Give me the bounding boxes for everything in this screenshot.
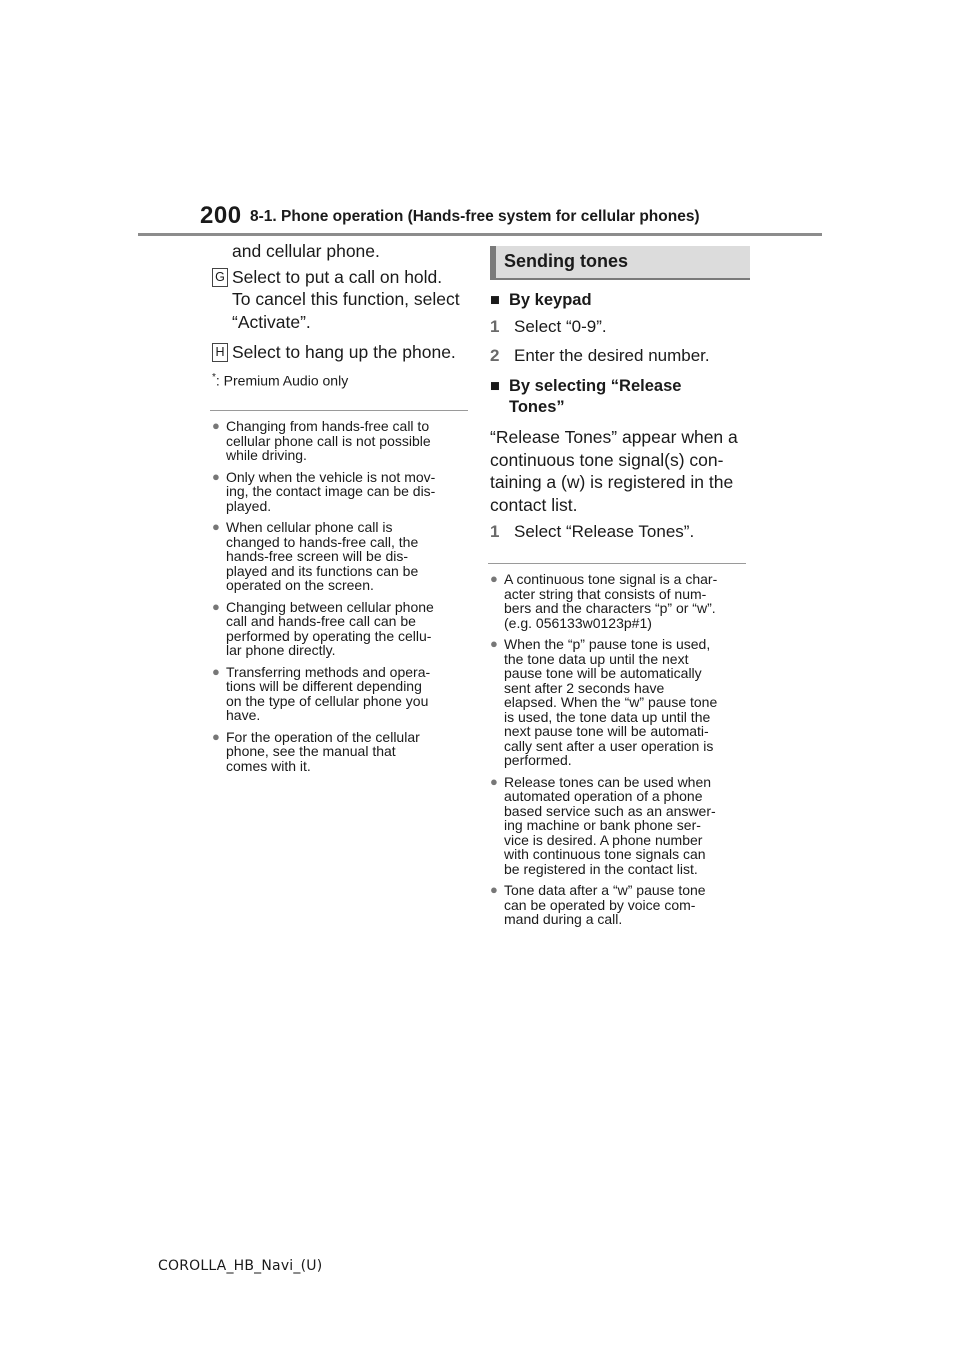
right-column <box>490 246 752 934</box>
note-line: next pause tone will be automati- <box>504 723 709 739</box>
callout-item-h <box>212 341 474 364</box>
note-line: comes with it. <box>226 757 311 774</box>
note-line: the tone data up until the next <box>504 650 689 667</box>
note-line: lar phone directly. <box>226 642 336 659</box>
note-line: played and its functions can be <box>226 562 419 579</box>
footnote <box>212 372 474 389</box>
notes-divider <box>488 563 746 564</box>
step-number: 1 <box>490 522 500 541</box>
callout-line: To cancel this function, select <box>232 289 460 309</box>
note-line: have. <box>226 707 261 724</box>
note-line: call and hands-free call can be <box>226 613 416 630</box>
sending-tones-heading: Sending tones <box>490 246 750 280</box>
callout-item-g <box>212 266 474 334</box>
note-line: changed to hands-free call, the <box>226 533 419 550</box>
callout-badge-g: G <box>212 268 228 287</box>
note-line: When the “p” pause tone is used, <box>504 636 711 652</box>
sub-heading-text: Tones” <box>509 398 565 416</box>
note-line: elapsed. When the “w” pause tone <box>504 694 718 710</box>
note-line: played. <box>226 497 272 514</box>
note-line: phone, see the manual that <box>226 743 396 760</box>
note-line: while driving. <box>226 447 307 464</box>
continuation-text: and cellular phone. <box>232 241 380 261</box>
callout-badge-h: H <box>212 343 228 362</box>
note-line: Tone data after a “w” pause tone <box>504 882 706 898</box>
note-item <box>212 419 474 463</box>
bullet-icon: ● <box>212 418 220 434</box>
sub-heading-text: By selecting “Release <box>509 377 682 395</box>
note-line: cally sent after a user operation is <box>504 737 714 754</box>
note-item <box>212 470 474 514</box>
para-line: “Release Tones” appear when a <box>490 427 738 447</box>
note-line: pause tone will be automatically <box>504 665 702 681</box>
bullet-icon: ● <box>212 663 220 679</box>
note-item <box>212 520 474 593</box>
note-line: ing, the contact image can be dis- <box>226 483 436 500</box>
bullet-icon: ● <box>212 468 220 484</box>
bullet-icon: ● <box>212 728 220 744</box>
document-footer: COROLLA_HB_Navi_(U) <box>158 1258 323 1274</box>
note-line: operated on the screen. <box>226 577 374 594</box>
callout-line: Select to hang up the phone. <box>232 342 456 362</box>
step-number: 2 <box>490 346 500 365</box>
step-item <box>490 345 752 367</box>
bullet-icon: ● <box>212 598 220 614</box>
note-line: be registered in the contact list. <box>504 860 698 877</box>
step-number: 1 <box>490 317 500 336</box>
para-line: contact list. <box>490 494 578 515</box>
note-line: ing machine or bank phone ser- <box>504 817 701 833</box>
note-line: with continuous tone signals can <box>504 846 706 862</box>
note-line: performed. <box>504 752 572 768</box>
note-item <box>212 600 474 658</box>
step-item <box>490 521 752 543</box>
bullet-icon: ● <box>212 519 220 535</box>
note-line: tions will be different depending <box>226 678 422 695</box>
note-line: When cellular phone call is <box>226 519 393 536</box>
sub-heading-text: By keypad <box>509 291 592 309</box>
note-line: based service such as an answer- <box>504 802 716 819</box>
note-line: performed by operating the cellu- <box>226 627 432 644</box>
section-title: 8-1. Phone operation (Hands-free system for cellular phones) <box>250 208 700 225</box>
release-tones-paragraph <box>490 426 752 516</box>
step-text: Enter the desired number. <box>514 346 710 365</box>
note-line: Only when the vehicle is not mov- <box>226 468 436 485</box>
bullet-icon: ● <box>490 636 498 651</box>
step-item <box>490 316 752 338</box>
page-number: 200 <box>200 202 242 229</box>
callout-line: Select to put a call on hold. <box>232 266 443 287</box>
header-rule <box>138 233 822 236</box>
footnote-text: : Premium Audio only <box>215 372 349 389</box>
note-item <box>490 775 752 877</box>
note-item <box>490 883 752 927</box>
bullet-icon: ● <box>490 882 498 897</box>
sub-heading-keypad <box>490 290 752 311</box>
note-line: (e.g. 056133w0123p#1) <box>504 614 652 631</box>
note-line: Changing between cellular phone <box>226 598 434 615</box>
note-line: bers and the characters “p” or “w”. <box>504 600 716 616</box>
note-line: sent after 2 seconds have <box>504 679 665 696</box>
note-item <box>490 637 752 768</box>
square-bullet-icon: ■ <box>490 291 500 309</box>
step-text: Select “Release Tones”. <box>514 522 695 541</box>
note-item <box>212 730 474 774</box>
note-line: automated operation of a phone <box>504 788 703 804</box>
step-text: Select “0-9”. <box>514 317 607 336</box>
para-line: continuous tone signal(s) con- <box>490 449 724 470</box>
footnote-marker: * <box>212 371 216 383</box>
note-line: acter string that consists of num- <box>504 585 707 602</box>
para-line: taining a (w) is registered in the <box>490 472 734 492</box>
sub-heading-release-tones <box>490 376 752 418</box>
note-line: is used, the tone data up until the <box>504 708 711 725</box>
note-line: on the type of cellular phone you <box>226 692 429 709</box>
square-bullet-icon: ■ <box>490 377 500 395</box>
note-line: Changing from hands-free call to <box>226 418 430 435</box>
note-line: vice is desired. A phone number <box>504 831 703 848</box>
note-line: hands-free screen will be dis- <box>226 548 409 565</box>
note-line: For the operation of the cellular <box>226 728 420 745</box>
notes-divider <box>210 410 468 411</box>
note-line: Release tones can be used when <box>504 773 712 790</box>
note-line: Transferring methods and opera- <box>226 663 431 680</box>
note-line: can be operated by voice com- <box>504 896 696 913</box>
note-line: A continuous tone signal is a char- <box>504 571 718 587</box>
bullet-icon: ● <box>490 571 498 586</box>
callout-line: “Activate”. <box>232 311 311 332</box>
note-line: mand during a call. <box>504 911 623 927</box>
note-line: cellular phone call is not possible <box>226 432 431 449</box>
note-item <box>212 665 474 723</box>
note-item <box>490 572 752 630</box>
left-column <box>212 240 474 780</box>
bullet-icon: ● <box>490 773 498 789</box>
